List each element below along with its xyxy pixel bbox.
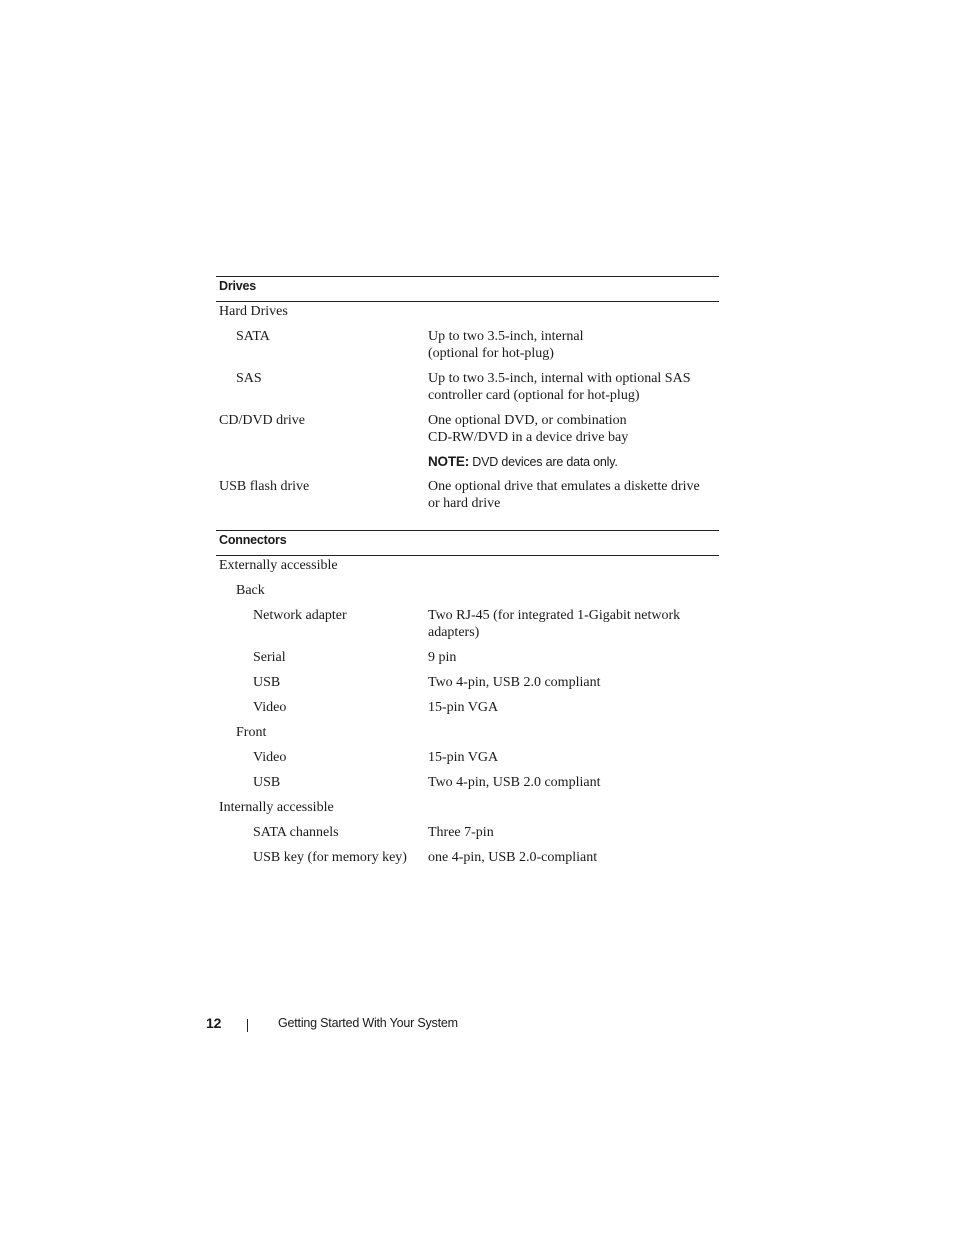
note-text: DVD devices are data only. bbox=[472, 455, 618, 469]
page-number: 12 bbox=[206, 1015, 222, 1031]
sata-value-line1: Up to two 3.5-inch, internal bbox=[428, 329, 584, 344]
serial-value: 9 pin bbox=[428, 650, 457, 665]
back-video-label: Video bbox=[253, 700, 287, 715]
connectors-top-rule bbox=[216, 530, 719, 531]
usb-key-label: USB key (for memory key) bbox=[253, 850, 407, 865]
front-usb-label: USB bbox=[253, 775, 281, 790]
drives-header-rule bbox=[216, 301, 719, 302]
network-adapter-value-line2: adapters) bbox=[428, 625, 480, 640]
drives-top-rule bbox=[216, 276, 719, 277]
back-usb-label: USB bbox=[253, 675, 281, 690]
usb-flash-value-line2: or hard drive bbox=[428, 496, 501, 511]
serial-label: Serial bbox=[253, 650, 286, 665]
cddvd-label: CD/DVD drive bbox=[219, 413, 305, 428]
front-video-value: 15-pin VGA bbox=[428, 750, 499, 765]
footer-separator bbox=[247, 1019, 248, 1032]
note-prefix: NOTE: bbox=[428, 454, 469, 469]
front-usb-value: Two 4-pin, USB 2.0 compliant bbox=[428, 775, 601, 790]
cddvd-value-line2: CD-RW/DVD in a device drive bay bbox=[428, 430, 629, 445]
back-usb-value: Two 4-pin, USB 2.0 compliant bbox=[428, 675, 601, 690]
back-label: Back bbox=[236, 583, 265, 598]
sata-channels-value: Three 7-pin bbox=[428, 825, 494, 840]
usb-flash-label: USB flash drive bbox=[219, 479, 310, 494]
network-adapter-value-line1: Two RJ-45 (for integrated 1-Gigabit network bbox=[428, 608, 681, 623]
usb-flash-value-line1: One optional drive that emulates a diskette drive bbox=[428, 479, 700, 494]
footer-title: Getting Started With Your System bbox=[278, 1016, 458, 1030]
connectors-header-rule bbox=[216, 555, 719, 556]
front-label: Front bbox=[236, 725, 267, 740]
hard-drives-label: Hard Drives bbox=[219, 304, 288, 319]
sas-value-line1: Up to two 3.5-inch, internal with optional SAS bbox=[428, 371, 691, 386]
internally-accessible-label: Internally accessible bbox=[219, 800, 334, 815]
drives-header: Drives bbox=[219, 279, 257, 293]
externally-accessible-label: Externally accessible bbox=[219, 558, 338, 573]
connectors-header: Connectors bbox=[219, 533, 287, 547]
sas-label: SAS bbox=[236, 371, 262, 386]
dvd-note bbox=[428, 453, 618, 471]
network-adapter-label: Network adapter bbox=[253, 608, 347, 623]
sata-value-line2: (optional for hot-plug) bbox=[428, 346, 554, 361]
front-video-label: Video bbox=[253, 750, 287, 765]
back-video-value: 15-pin VGA bbox=[428, 700, 499, 715]
cddvd-value-line1: One optional DVD, or combination bbox=[428, 413, 627, 428]
sata-channels-label: SATA channels bbox=[253, 825, 339, 840]
usb-key-value: one 4-pin, USB 2.0-compliant bbox=[428, 850, 598, 865]
sata-label: SATA bbox=[236, 329, 270, 344]
sas-value-line2: controller card (optional for hot-plug) bbox=[428, 388, 640, 403]
